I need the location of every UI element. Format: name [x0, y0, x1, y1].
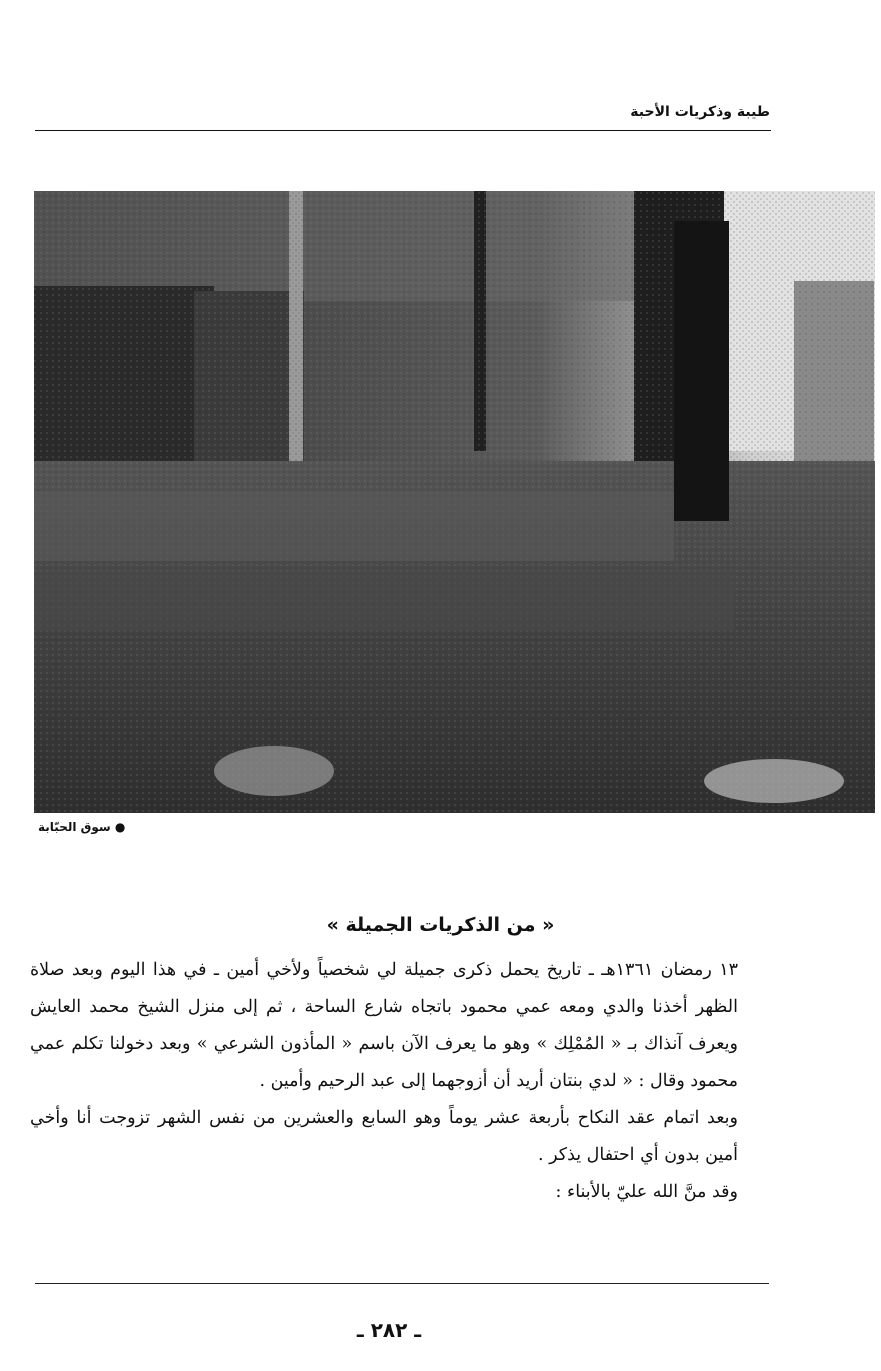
paragraph-2: وبعد اتمام عقد النكاح بأربعة عشر يوماً وهو السابع والعشرين من نفس الشهر تزوجت أنا وأخي أمين بدون أي احتفال يذكر .: [30, 1108, 739, 1165]
footer-rule: [35, 1283, 769, 1284]
page-number: ـ ٢٨٢ ـ: [356, 1318, 422, 1342]
running-title: طيبة وذكريات الأحبة: [630, 104, 770, 120]
caption-text: سوق الحبّابة: [38, 820, 111, 834]
paragraph-3: وقد منَّ الله عليّ بالأبناء :: [555, 1182, 738, 1202]
body-text: [30, 952, 772, 1211]
bullet-icon: ●: [114, 820, 126, 834]
header-rule: [35, 130, 771, 131]
photo-caption: [38, 820, 125, 834]
paragraph-1: ١٣ رمضان ١٣٦١هـ ـ تاريخ يحمل ذكرى جميلة لي شخصياً ولأخي أمين ـ في هذا اليوم وبعد صلاة الظهر أخذنا والدي ومعه عمي محمود باتجاه شارع الساحة ، ثم إلى منزل الشيخ محمد العايش ويعرف آنذاك بـ « المُمْلِك » وهو ما يعرف الآن باسم « المأذون الشرعي » وبعد دخولنا تكلم عمي محمود وقال : « لدي بنتان أريد أن أزوجهما إلى عبد الرحيم وأمين .: [30, 960, 738, 1091]
photo-illustration: [34, 191, 875, 813]
section-title: « من الذكريات الجميلة »: [326, 914, 555, 936]
market-photo: [34, 191, 875, 813]
